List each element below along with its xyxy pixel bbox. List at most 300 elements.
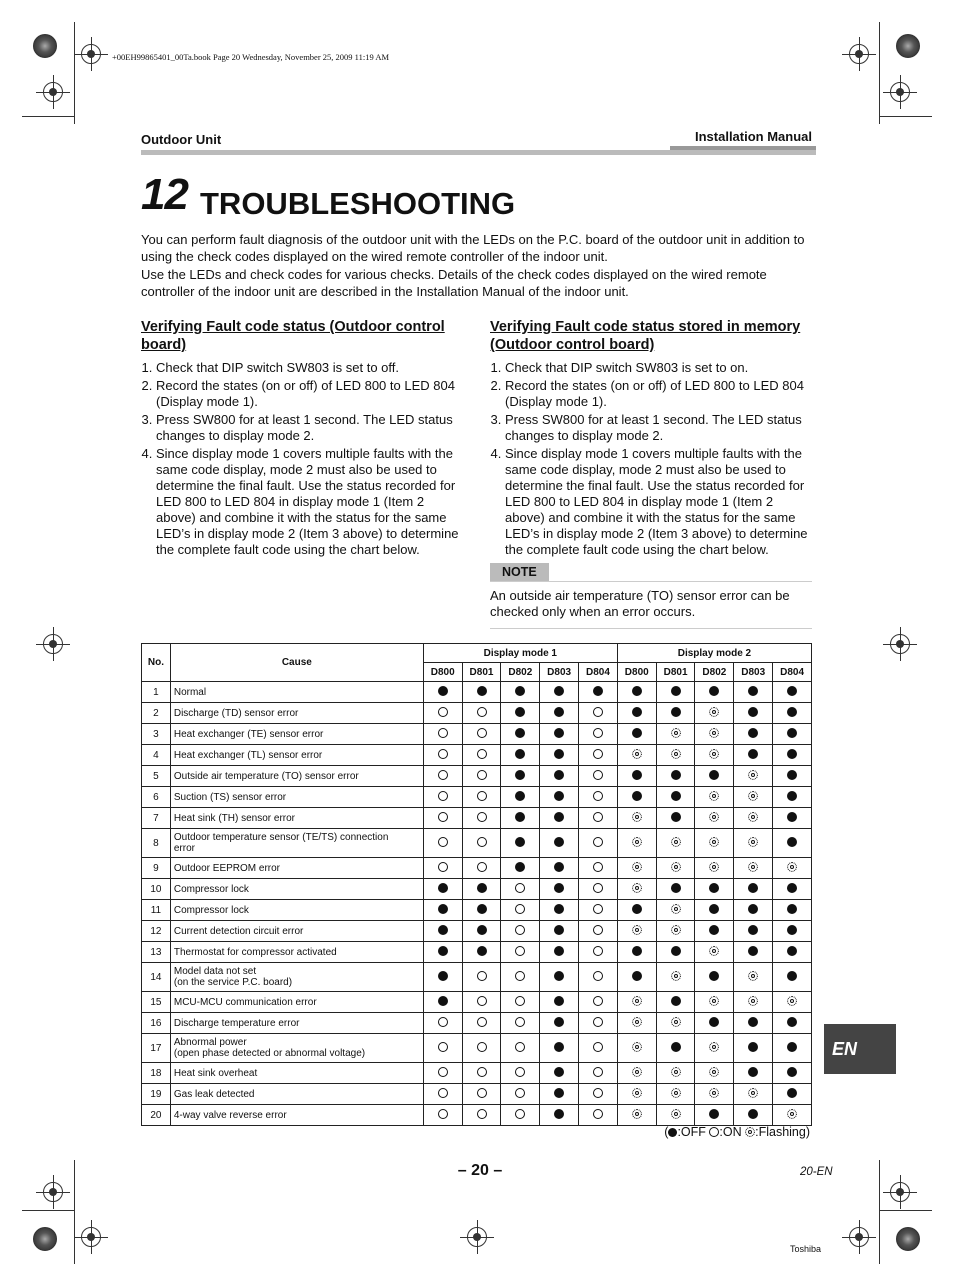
off-symbol-icon [554,1088,564,1098]
table-row [142,1034,812,1063]
led-state-cell [579,942,618,963]
led-state-cell [423,992,462,1013]
crop-mark [22,1210,74,1211]
row-cause [170,682,423,703]
led-state-cell [656,1063,695,1084]
table-row [142,724,812,745]
off-symbol-icon [671,1042,681,1052]
off-symbol-icon [438,686,448,696]
led-state-cell [462,829,501,858]
led-column-header: D802 [501,663,540,682]
flashing-symbol-icon [709,707,719,717]
led-state-cell [462,724,501,745]
off-symbol-icon [515,837,525,847]
cause-line: Current detection circuit error [173,925,304,937]
row-number: 2 [142,703,171,724]
led-state-cell [579,703,618,724]
led-state-cell [695,1063,734,1084]
on-symbol-icon [477,1109,487,1119]
led-state-cell [734,963,773,992]
row-cause [170,724,423,745]
led-state-cell [617,921,656,942]
off-symbol-icon [515,686,525,696]
right-procedure [490,318,812,560]
led-state-cell [501,829,540,858]
led-state-cell [773,921,812,942]
led-state-cell [695,942,734,963]
off-symbol-icon [554,883,564,893]
off-symbol-icon [515,812,525,822]
display-mode-2-header: Display mode 2 [617,644,811,663]
led-state-cell [462,963,501,992]
led-state-cell [695,1084,734,1105]
procedure-step: 1. Check that DIP switch SW803 is set to on. [505,360,812,376]
led-state-cell [501,1034,540,1063]
flashing-symbol-icon [632,1017,642,1027]
off-symbol-icon [477,686,487,696]
registration-mark [890,634,910,654]
off-symbol-icon [438,883,448,893]
led-state-cell [656,1013,695,1034]
flashing-symbol-icon [632,883,642,893]
flashing-symbol-icon [748,996,758,1006]
led-state-cell [734,703,773,724]
off-symbol-icon [554,812,564,822]
flashing-symbol-icon [748,791,758,801]
off-symbol-icon [477,925,487,935]
off-symbol-icon [709,883,719,893]
led-state-cell [501,808,540,829]
on-symbol-icon [438,1042,448,1052]
led-state-cell [773,858,812,879]
led-state-cell [540,942,579,963]
led-state-cell [656,879,695,900]
led-state-cell [540,1034,579,1063]
on-symbol-icon [593,707,603,717]
led-state-cell [540,963,579,992]
flashing-symbol-icon [632,925,642,935]
registration-disc [33,34,57,58]
led-state-cell [656,900,695,921]
flashing-symbol-icon [709,791,719,801]
col-cause-header: Cause [170,644,423,682]
off-symbol-icon [787,1017,797,1027]
off-symbol-icon [709,1109,719,1119]
intro-paragraph: Use the LEDs and check codes for various checks. Details of the check codes displayed on the wired remote controller of the indoor unit are described in the Installation Manual of the indoor unit. [141,267,767,299]
on-symbol-icon [438,707,448,717]
off-symbol-icon [787,925,797,935]
led-state-cell [617,1034,656,1063]
off-symbol-icon [515,770,525,780]
row-cause [170,1034,423,1063]
on-symbol-icon [593,1017,603,1027]
led-state-cell [617,808,656,829]
flashing-symbol-icon [632,1109,642,1119]
led-state-cell [462,992,501,1013]
flashing-symbol-icon [709,749,719,759]
table-row [142,1105,812,1126]
led-state-cell [617,682,656,703]
flashing-symbol-icon [632,837,642,847]
off-symbol-icon [748,946,758,956]
cause-line: Suction (TS) sensor error [173,791,287,803]
flashing-symbol-icon [709,862,719,872]
led-state-cell [617,1063,656,1084]
led-state-cell [773,992,812,1013]
legend-flashing: :Flashing) [755,1125,810,1139]
off-symbol-icon [787,770,797,780]
led-state-cell [540,682,579,703]
led-state-cell [656,808,695,829]
table-row [142,963,812,992]
led-state-cell [734,1034,773,1063]
off-symbol-icon [593,686,603,696]
row-cause [170,829,423,858]
legend-open: ( [664,1125,669,1139]
flashing-symbol-icon [671,925,681,935]
led-state-cell [540,766,579,787]
off-symbol-icon [554,728,564,738]
row-number: 8 [142,829,171,858]
off-symbol-icon [787,904,797,914]
crop-mark [879,1160,880,1264]
on-symbol-icon [477,728,487,738]
flashing-symbol-icon [745,1127,755,1137]
led-state-cell [617,787,656,808]
led-state-cell [501,703,540,724]
cause-line: (on the service P.C. board) [173,977,293,988]
off-symbol-icon [554,862,564,872]
led-state-cell [656,724,695,745]
registration-disc [896,34,920,58]
led-column-header: D804 [579,663,618,682]
crop-mark [74,1160,75,1264]
registration-disc [33,1227,57,1251]
flashing-symbol-icon [632,812,642,822]
row-cause [170,766,423,787]
procedure-step: 4. Since display mode 1 covers multiple faults with the same code display, mode 2 must also be used to determine the final fault. Use the status recorded for LED 800 to LED 804 in display mode 1 (Item 2 above) and combine it with the status for the same LED’s in display mode 2 (Item 3 above) to determine the complete fault code using the chart below. [156,446,463,558]
flashing-symbol-icon [709,1067,719,1077]
on-symbol-icon [477,1067,487,1077]
led-state-cell [423,829,462,858]
col-no-header: No. [142,644,171,682]
on-symbol-icon [477,1017,487,1027]
flashing-symbol-icon [671,1067,681,1077]
row-number: 16 [142,1013,171,1034]
led-state-cell [695,745,734,766]
cause-line: Heat exchanger (TL) sensor error [173,749,323,761]
off-symbol-icon [438,971,448,981]
led-state-cell [579,787,618,808]
registration-disc [896,1227,920,1251]
row-cause [170,879,423,900]
led-state-cell [734,879,773,900]
cause-line: Normal [173,686,207,698]
led-state-cell [579,879,618,900]
row-cause [170,921,423,942]
flashing-symbol-icon [671,1088,681,1098]
led-state-cell [501,879,540,900]
led-state-cell [462,787,501,808]
crop-mark [74,22,75,124]
on-symbol-icon [593,904,603,914]
registration-mark [81,1227,101,1247]
led-state-cell [617,703,656,724]
led-state-cell [540,703,579,724]
led-state-cell [617,829,656,858]
flashing-symbol-icon [632,862,642,872]
on-symbol-icon [515,1109,525,1119]
cause-line: Thermostat for compressor activated [173,946,337,958]
led-state-cell [656,1034,695,1063]
off-symbol-icon [515,749,525,759]
led-state-cell [540,900,579,921]
led-state-cell [734,992,773,1013]
row-number: 15 [142,992,171,1013]
off-symbol-icon [554,925,564,935]
led-column-header: D804 [773,663,812,682]
flashing-symbol-icon [671,904,681,914]
led-state-cell [423,766,462,787]
led-state-cell [695,900,734,921]
off-symbol-icon [438,996,448,1006]
off-symbol-icon [671,791,681,801]
led-state-cell [656,787,695,808]
off-symbol-icon [748,707,758,717]
led-state-cell [423,724,462,745]
led-state-cell [423,1084,462,1105]
legend-on: :ON [719,1125,746,1139]
led-state-cell [656,703,695,724]
on-symbol-icon [438,749,448,759]
book-imprint-line: +00EH99865401_00Ta.book Page 20 Wednesday, November 25, 2009 11:19 AM [112,52,390,62]
row-number: 19 [142,1084,171,1105]
table-row [142,787,812,808]
table-row [142,745,812,766]
row-number: 3 [142,724,171,745]
off-symbol-icon [671,812,681,822]
flashing-symbol-icon [709,728,719,738]
led-state-cell [773,879,812,900]
led-state-cell [773,1063,812,1084]
on-symbol-icon [477,971,487,981]
row-number: 18 [142,1063,171,1084]
off-symbol-icon [554,749,564,759]
led-column-header: D800 [617,663,656,682]
on-symbol-icon [709,1127,719,1137]
cause-line: Heat exchanger (TE) sensor error [173,728,324,740]
language-tab: EN [824,1024,896,1074]
cause-line: Discharge temperature error [173,1017,300,1029]
led-state-cell [462,1105,501,1126]
flashing-symbol-icon [632,1088,642,1098]
flashing-symbol-icon [709,812,719,822]
led-state-cell [734,766,773,787]
row-cause [170,1105,423,1126]
table-row [142,992,812,1013]
led-state-cell [734,745,773,766]
off-symbol-icon [709,925,719,935]
flashing-symbol-icon [709,837,719,847]
off-symbol-icon [787,728,797,738]
led-state-cell [579,1063,618,1084]
procedure-step: 3. Press SW800 for at least 1 second. The LED status changes to display mode 2. [156,412,463,444]
off-symbol-icon [554,1109,564,1119]
led-state-cell [617,858,656,879]
led-state-cell [501,745,540,766]
note-text: An outside air temperature (TO) sensor error can be checked only when an error occurs. [490,588,790,619]
off-symbol-icon [748,1109,758,1119]
on-symbol-icon [593,1042,603,1052]
led-state-cell [773,942,812,963]
on-symbol-icon [515,1042,525,1052]
flashing-symbol-icon [709,1088,719,1098]
led-state-cell [423,900,462,921]
led-state-cell [501,963,540,992]
on-symbol-icon [438,1017,448,1027]
on-symbol-icon [477,791,487,801]
off-symbol-icon [787,1042,797,1052]
on-symbol-icon [593,996,603,1006]
table-row [142,1084,812,1105]
led-state-cell [579,829,618,858]
led-state-cell [773,1013,812,1034]
led-state-cell [462,745,501,766]
led-state-cell [734,1063,773,1084]
off-symbol-icon [632,791,642,801]
chapter-number: 12 [141,170,188,219]
off-symbol-icon [477,883,487,893]
crop-mark [879,22,880,124]
led-state-cell [501,900,540,921]
table-row [142,682,812,703]
flashing-symbol-icon [632,1042,642,1052]
off-symbol-icon [748,728,758,738]
led-state-cell [540,1063,579,1084]
table-row [142,858,812,879]
led-state-cell [617,766,656,787]
led-state-cell [695,1013,734,1034]
led-state-cell [617,724,656,745]
note-label: NOTE [490,563,549,581]
led-state-cell [501,921,540,942]
led-state-cell [423,745,462,766]
off-symbol-icon [709,904,719,914]
led-state-cell [773,1084,812,1105]
led-state-cell [695,992,734,1013]
off-symbol-icon [632,946,642,956]
flashing-symbol-icon [787,1109,797,1119]
page-code: 20-EN [800,1166,833,1178]
off-symbol-icon [787,707,797,717]
led-state-cell [773,745,812,766]
led-state-cell [695,1034,734,1063]
intro-paragraph: You can perform fault diagnosis of the outdoor unit with the LEDs on the P.C. board of the outdoor unit in addition to using the check codes displayed on the wired remote controller of the indoor unit. [141,232,805,264]
led-state-cell [579,900,618,921]
fault-code-table [141,643,812,1126]
registration-mark [890,1182,910,1202]
led-column-header: D802 [695,663,734,682]
on-symbol-icon [438,791,448,801]
led-state-cell [695,858,734,879]
flashing-symbol-icon [748,1088,758,1098]
row-number: 11 [142,900,171,921]
registration-mark [849,44,869,64]
table-row [142,808,812,829]
left-procedure-title: Verifying Fault code status (Outdoor control board) [141,319,445,353]
on-symbol-icon [593,791,603,801]
on-symbol-icon [438,1067,448,1077]
cause-line: Compressor lock [173,904,249,916]
chapter-title: TROUBLESHOOTING [200,186,516,221]
crop-mark [880,1210,932,1211]
row-number: 1 [142,682,171,703]
led-state-cell [462,703,501,724]
flashing-symbol-icon [709,996,719,1006]
legend-off: :OFF [677,1125,710,1139]
led-state-cell [579,992,618,1013]
table-row [142,942,812,963]
row-cause [170,1084,423,1105]
on-symbol-icon [477,837,487,847]
led-state-cell [695,766,734,787]
led-state-cell [773,829,812,858]
led-state-cell [695,703,734,724]
row-number: 14 [142,963,171,992]
led-state-cell [540,787,579,808]
led-state-cell [695,879,734,900]
led-state-cell [695,921,734,942]
flashing-symbol-icon [787,996,797,1006]
off-symbol-icon [787,971,797,981]
row-number: 7 [142,808,171,829]
off-symbol-icon [554,1067,564,1077]
on-symbol-icon [477,1088,487,1098]
led-state-cell [734,921,773,942]
table-row [142,1013,812,1034]
led-state-cell [773,787,812,808]
led-column-header: D801 [462,663,501,682]
off-symbol-icon [709,1017,719,1027]
flashing-symbol-icon [671,971,681,981]
row-cause [170,745,423,766]
row-cause [170,1063,423,1084]
flashing-symbol-icon [671,837,681,847]
led-state-cell [617,992,656,1013]
on-symbol-icon [438,770,448,780]
fault-table-body [142,682,812,1126]
flashing-symbol-icon [748,812,758,822]
registration-mark [849,1227,869,1247]
flashing-symbol-icon [671,749,681,759]
on-symbol-icon [477,770,487,780]
on-symbol-icon [515,946,525,956]
led-state-cell [656,682,695,703]
led-state-cell [462,808,501,829]
led-state-cell [695,829,734,858]
led-state-cell [501,1063,540,1084]
led-state-cell [462,766,501,787]
page-number: – 20 – [457,1162,503,1179]
off-symbol-icon [787,812,797,822]
led-state-cell [695,682,734,703]
flashing-symbol-icon [671,1017,681,1027]
led-column-header: D801 [656,663,695,682]
led-state-cell [734,858,773,879]
flashing-symbol-icon [632,1067,642,1077]
led-state-cell [773,900,812,921]
off-symbol-icon [709,971,719,981]
